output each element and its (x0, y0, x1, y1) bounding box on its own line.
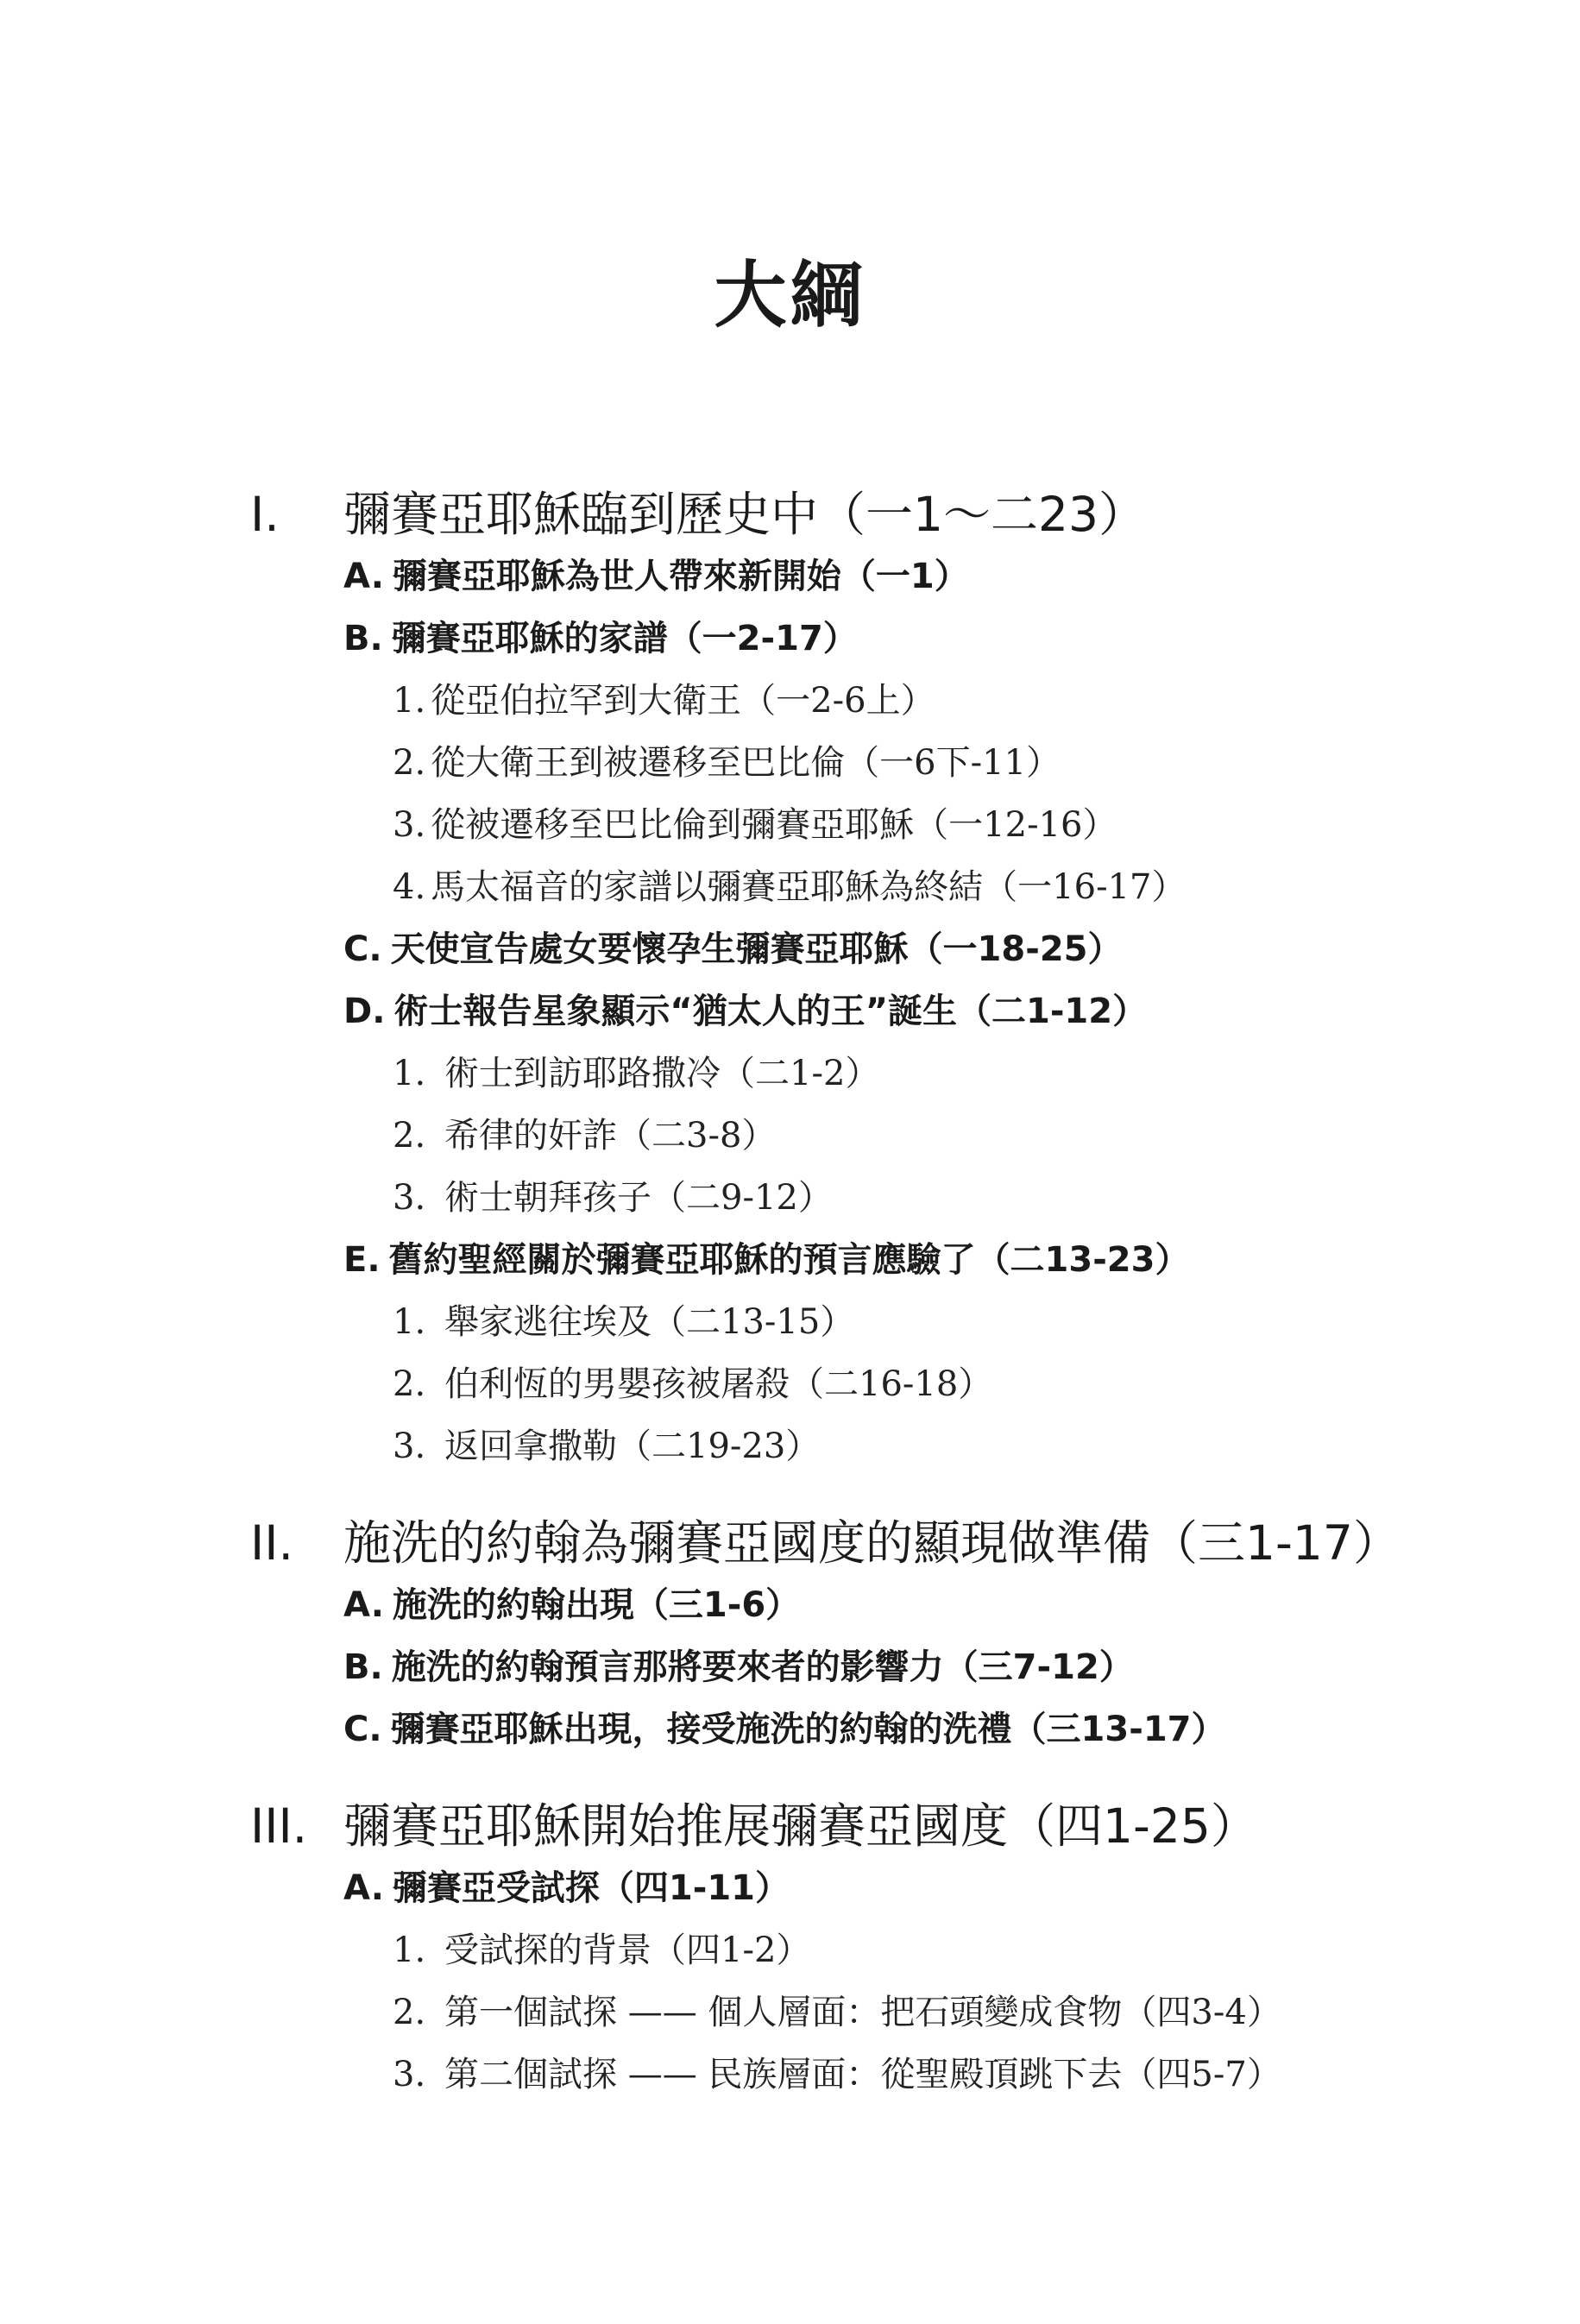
section-heading (0, 483, 1580, 545)
subsection-heading (0, 1698, 1580, 1760)
outline-item (0, 794, 1580, 856)
item-number: 1. (393, 681, 426, 721)
item-text: 術士到訪耶路撒冷（二1-2） (444, 1054, 880, 1093)
subsection-letter: B. (343, 1647, 383, 1687)
outline-section-3 (0, 1795, 1580, 2106)
outline-item (0, 856, 1580, 918)
item-number: 2. (393, 1364, 426, 1404)
item-number: 1. (393, 1302, 426, 1342)
outline-item (0, 1042, 1580, 1105)
outline-item (0, 1167, 1580, 1229)
section-title: 彌賽亞耶穌開始推展彌賽亞國度（四1-25） (343, 1798, 1258, 1854)
subsection-title: 舊約聖經關於彌賽亞耶穌的預言應驗了（二13-23） (388, 1240, 1190, 1280)
item-text: 從被遷移至巴比倫到彌賽亞耶穌（一12-16） (431, 805, 1117, 845)
item-number: 2. (393, 1116, 426, 1156)
subsection-heading (0, 1229, 1580, 1291)
section-title: 施洗的約翰為彌賽亞國度的顯現做準備（三1-17） (343, 1515, 1401, 1571)
subsection-letter: A. (343, 557, 384, 596)
subsection-letter: C. (343, 1710, 382, 1749)
subsection-letter: D. (343, 992, 386, 1031)
subsection-heading (0, 1857, 1580, 1919)
subsection-title: 施洗的約翰出現（三1-6） (392, 1585, 801, 1625)
subsection-title: 天使宣告處女要懷孕生彌賽亞耶穌（一18-25） (390, 929, 1123, 969)
subsection-title: 彌賽亞耶穌出現，接受施洗的約翰的洗禮（三13-17） (390, 1710, 1226, 1749)
outline-item (0, 1919, 1580, 1981)
item-text: 第二個試探 —— 民族層面：從聖殿頂跳下去（四5-7） (444, 2055, 1281, 2094)
section-numeral: I. (250, 487, 280, 542)
item-text: 希律的奸詐（二3-8） (444, 1116, 777, 1156)
outline-item (0, 1981, 1580, 2044)
item-text: 第一個試探 —— 個人層面：把石頭變成食物（四3-4） (444, 1993, 1281, 2032)
item-text: 馬太福音的家譜以彌賽亞耶穌為終結（一16-17） (431, 867, 1187, 907)
subsection-title: 彌賽亞耶穌的家譜（一2-17） (391, 619, 858, 658)
subsection-letter: B. (343, 619, 383, 658)
outline-item (0, 2044, 1580, 2106)
outline (0, 483, 1580, 2140)
section-heading (0, 1795, 1580, 1857)
item-number: 2. (393, 743, 426, 783)
subsection-heading (0, 918, 1580, 980)
subsection-heading (0, 608, 1580, 670)
item-number: 3. (393, 2055, 426, 2094)
item-text: 返回拿撒勒（二19-23） (444, 1427, 821, 1466)
item-text: 受試探的背景（四1-2） (444, 1930, 811, 1970)
section-numeral: III. (250, 1798, 308, 1854)
subsection-letter: C. (343, 929, 382, 969)
section-title: 彌賽亞耶穌臨到歷史中（一1～二23） (343, 487, 1146, 542)
subsection-letter: A. (343, 1868, 384, 1908)
item-text: 術士朝拜孩子（二9-12） (444, 1178, 833, 1218)
item-text: 伯利恆的男嬰孩被屠殺（二16-18） (444, 1364, 993, 1404)
subsection-heading (0, 1574, 1580, 1636)
item-number: 4. (393, 867, 426, 907)
outline-item (0, 1105, 1580, 1167)
subsection-heading (0, 1636, 1580, 1698)
item-number: 1. (393, 1054, 426, 1093)
subsection-letter: E. (343, 1240, 381, 1280)
item-text: 舉家逃往埃及（二13-15） (444, 1302, 855, 1342)
outline-item (0, 732, 1580, 794)
subsection-title: 施洗的約翰預言那將要來者的影響力（三7-12） (391, 1647, 1134, 1687)
section-heading (0, 1512, 1580, 1574)
subsection-title: 彌賽亞受試探（四1-11） (392, 1868, 790, 1908)
outline-item (0, 1353, 1580, 1415)
item-text: 從亞伯拉罕到大衛王（一2-6上） (431, 681, 935, 721)
item-number: 3. (393, 805, 426, 845)
outline-section-2 (0, 1512, 1580, 1760)
subsection-heading (0, 980, 1580, 1042)
item-text: 從大衛王到被遷移至巴比倫（一6下-11） (431, 743, 1061, 783)
section-numeral: II. (250, 1515, 293, 1571)
subsection-letter: A. (343, 1585, 384, 1625)
outline-item (0, 1291, 1580, 1353)
subsection-title: 彌賽亞耶穌為世人帶來新開始（一1） (392, 557, 969, 596)
item-number: 2. (393, 1993, 426, 2032)
subsection-heading (0, 545, 1580, 608)
subsection-title: 術士報告星象顯示“猶太人的王”誕生（二1-12） (393, 992, 1148, 1031)
outline-section-1 (0, 483, 1580, 1477)
item-number: 1. (393, 1930, 426, 1970)
item-number: 3. (393, 1427, 426, 1466)
page-title: 大綱 (714, 253, 866, 337)
outline-item (0, 670, 1580, 732)
item-number: 3. (393, 1178, 426, 1218)
outline-item (0, 1415, 1580, 1477)
